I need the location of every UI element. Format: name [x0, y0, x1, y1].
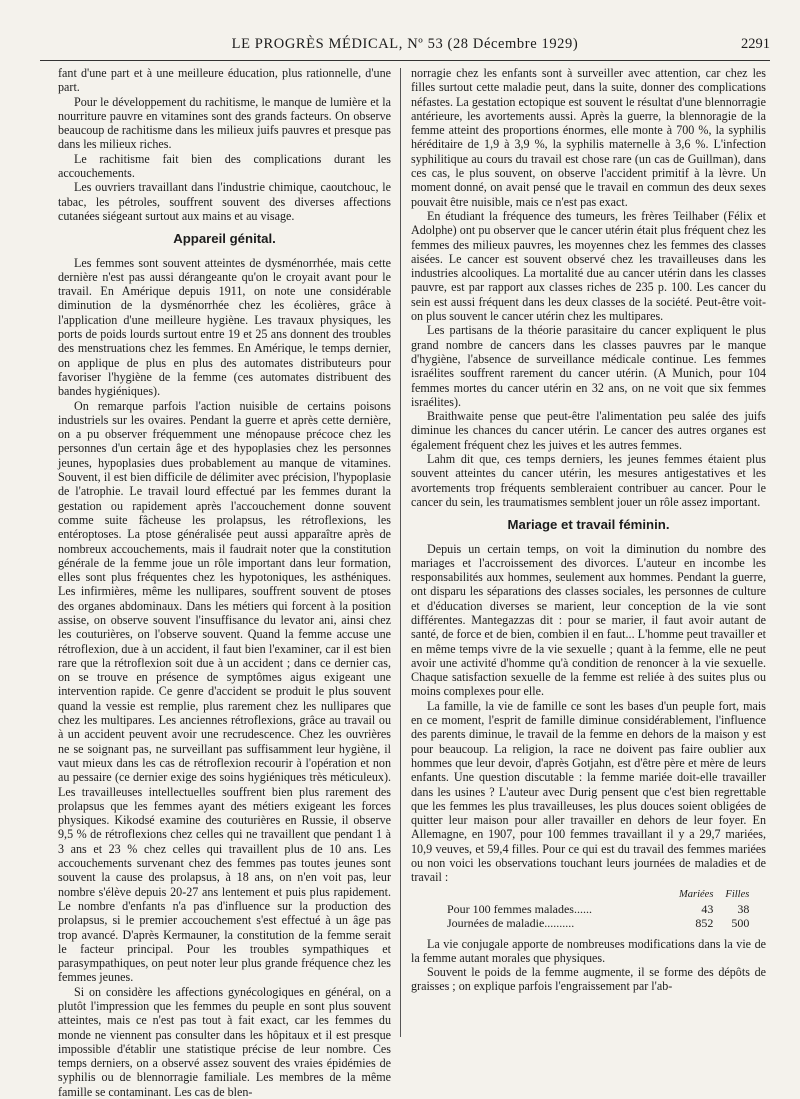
- table-header-filles: Filles: [725, 888, 750, 900]
- paragraph: En étudiant la fréquence des tumeurs, les frères Teilhaber (Félix et Adolphe) ont pu observer que le cancer utérin était plus fréquent chez les femmes des milieux pauvres, les moyennes chez les femmes des classes aisées. Le cancer est souvent observé chez les travailleuses dans les industries alcooliques. La mortalité due au cancer utérin dans les classes pauvre, est par rapport aux classes riches de 235 p. 100. Les cancer du sein est aussi fréquent dans les deux classes de la société. Peut-être voit-on plus souvent le cancer utérin chez les multipares.: [411, 208, 766, 324]
- paragraph: Le rachitisme fait bien des complications durant les accouchements.: [58, 151, 391, 181]
- paragraph: Lahm dit que, ces temps derniers, les jeunes femmes étaient plus souvent atteintes du cancer utérin, les mesures antigestatives et les avortements trop fréquents sembleraient contribuer au cancer. Pour le cancer du sein, les traumatismes semblent jouer un rôle assez important.: [411, 452, 766, 509]
- paragraph: On remarque parfois l'action nuisible de certains poisons industriels sur les ovaires. Pendant la guerre et après cette dernière, on a pu observer fréquemment une ménopause précoce chez les personnes d'un certain âge et des hypoplasies chez les personnes jeunes, hypoplasies dues probablement au manque de vitamines. Souvent, il est bien difficile de délimiter avec précision, l'hypoplasie de l'atrophie. Le travail lourd effectué par les femmes durant la gestation ou rapidement après l'accouchement donne souvent comme suite fâcheuse les prolapsus, les rétroflexions, les entéroptoses. La ptose généralisée peut aussi apparaître après de nombreux accouchements, mais il faudrait noter que la constitution générale de la femme joue un rôle important dans leur formation, elles sont plus fréquentes chez les hypotoniques, les asthéniques. Les infirmières, même les nullipares, souffrent souvent de ptoses des organes abdominaux. Dans les métiers qui forcent à la position assise, on observe souvent l'insuffisance du levator ani, ainsi chez les couturières, on l'observe souvent. Quand la femme accuse une rétroflexion, due à un accident, il faut bien l'examiner, car il est bien rare que la rétroflexion soit due à un accident ; dans ce dernier cas, on se trouve en présence de symptômes aigus exigeant une intervention rapide. Ce genre d'accident se produit le plus souvent quand la vessie est remplie, plus rarement chez les nullipares que chez les multipares. Les anciennes rétroflexions, grâce au travail ou à un accident peuvent avoir une recrudescence. Chez les ouvrières ne se soignant pas, ne surveillant pas suffisamment leur hygiène, il vaut mieux dans les cas de rétroflexion recourir à l'opération et non au pessaire (ce dernier exige des soins hygiéniques très méticuleux). Les travailleuses intellectuelles souffrent bien plus rarement des prolapsus que les femmes ayant des métiers exigeant les forces physiques. Kikodsé examine des couturières en Russie, il observe 9,5 % de rétroflexions chez celles qui ne travaillent que pendant 1 à 3 ans et 23 % chez celles qui travaillent plus de 10 ans. Les accouchements survenant chez des femmes pas toutes jeunes sont souvent la cause des prolapsus, à 18 ans, on n'en voit pas, leur nombre s'élève depuis 20-27 ans lentement et puis plus rapidement. Le nombre d'enfants n'a pas d'influence sur la production des prolapsus, si le premier accouchement s'est effectué à un âge pas trop avancé. D'après Kermauner, la constitution de la femme serait le facteur principal. Pour les troubles sympathiques et parasympathiques, on peut noter leur plus grande fréquence chez les femmes jeunes.: [58, 398, 391, 985]
- table-cell: 38: [737, 901, 750, 916]
- table-cell: 852: [695, 916, 714, 931]
- paragraph: Depuis un certain temps, on voit la diminution du nombre des mariages et l'accroissement des divorces. L'auteur en incombe les responsabilités aux hommes, seulement aux hommes. Pendant la guerre, ont disparu les séparations des classes sociales, les personnes de culture et d'éducation diverses se marient, leur conception de la vie sont différentes. Mantegazzas dit : pour se marier, il faut avoir autant de santé, de force et de bien, combien il en faut... L'homme peut travailler et en même temps vivre de la vie sexuelle ; quant à la femme, elle ne peut avoir une activité d'homme qu'à condition de renoncer à la vie sexuelle. Chaque satisfaction sexuelle de la femme est reliée à des suites plus ou moins complexes pour elle.: [411, 541, 766, 699]
- section-heading-mariage: Mariage et travail féminin.: [507, 517, 670, 533]
- table-cell: 500: [731, 916, 750, 931]
- column-divider: [400, 68, 401, 1037]
- table-row: [447, 916, 755, 930]
- left-column: [58, 66, 391, 1099]
- page-number: 2291: [741, 36, 770, 52]
- table-header-mariees: Mariées: [679, 888, 714, 900]
- paragraph: La famille, la vie de famille ce sont les bases d'un peuple fort, mais en ce moment, l'esprit de famille diminue considérablement, l'influence des parents diminue, le travail de la femme en dehors de la maison y est pour beaucoup. La religion, la race ne doivent pas faire oublier aux hommes que leur devoir, d'après Gotjahn, est d'être père et mère de leurs enfants. Une question discutable : la femme mariée doit-elle travailler dans les usines ? L'auteur avec Durig pensent que c'est bien regrettable que les femmes les plus travailleuses, les plus douces soient obligées de quitter leur maison pour aller travailler en dehors de leur foyer. En Allemagne, en 1907, pour 100 femmes travaillant il y a 29,7 mariées, 10,9 veuves, et 59,4 filles. Pour ce qui est du travail des femmes mariées ou non voici les observations touchant leurs journées de maladies et de travail :: [411, 698, 766, 885]
- paragraph: fant d'une part et à une meilleure éducation, plus rationnelle, d'une part.: [58, 66, 391, 95]
- paragraph: La vie conjugale apporte de nombreuses modifications dans la vie de la femme autant morales que physiques.: [411, 936, 766, 965]
- table-header-label: [447, 888, 673, 902]
- paragraph: Souvent le poids de la femme augmente, il se forme des dépôts de graisses ; on explique parfois l'engraissement par l'ab-: [411, 965, 766, 994]
- table-header-row: [447, 888, 755, 902]
- paragraph: Braithwaite pense que peut-être l'alimentation peu salée des juifs diminue les chances du cancer utérin. Le cancer des autres organes est également fréquent chez les juives et les autres femmes.: [411, 409, 766, 452]
- table-cell: 43: [701, 901, 714, 916]
- paragraph: Si on considère les affections gynécologiques en général, on a plutôt l'impression que les femmes du peuple en sont plus souvent atteintes, mais ce n'est pas tout à fait exact, car les femmes du monde ne viennent pas consulter dans les hôpitaux et il est presque impossible d'établir une statistique précise de leur nombre. Ces temps derniers, on a observé assez souvent des vraies épidémies de syphilis ou de blennorragie familiale. Les membres de la même famille se contaminant. Les cas de blen-: [58, 984, 391, 1099]
- paragraph: Les femmes sont souvent atteintes de dysménorrhée, mais cette dernière n'est pas aussi dérangeante qu'on le croyait avant pour le travail. En Amérique depuis 1911, on note une considérable diminution de la dysménorrhée chez les écolières, grâce à l'application d'une meilleure hygiène. Les travaux physiques, les ports de poids lourds surtout entre 19 et 25 ans donnent des troubles des menstruations chez les femmes. En Amérique, le temps dernier, on applique de plus en plus des automates distributeurs pour favoriser l'hygiène de la femme (ces automates distribuent des bandes hygiéniques).: [58, 255, 391, 399]
- paragraph: Pour le développement du rachitisme, le manque de lumière et la nourriture pauvre en vitamines sont des grands facteurs. On observe beaucoup de rachitisme dans les milieux juifs pauvres et presque pas dans les milieux riches.: [58, 94, 391, 152]
- page-header: [40, 30, 770, 61]
- table-cell: Journées de maladie..........: [447, 916, 575, 931]
- paragraph: Les ouvriers travaillant dans l'industrie chimique, caoutchouc, le tabac, les pétroles, souffrent souvent des diverses affections cutanées siégeant surtout aux mains et au visage.: [58, 180, 391, 223]
- table-row: [447, 902, 755, 916]
- section-heading-appareil-genital: Appareil génital.: [173, 231, 276, 247]
- paragraph: norragie chez les enfants sont à surveiller avec attention, car chez les filles surtout cette maladie peut, dans la suite, donner des complications néfastes. La gestation ectopique est souvent le résultat d'une blennorragie antérieure, les avortements aussi. Après la guerre, la blennoragie de la femme atteint des proportions énormes, elle monte à 700 %, la syphilis héréditaire de 1,9 à 3,9 %, la syphilis maternelle à 3,6 %. L'infection syphilitique au cours du travail est chose rare (un cas de Guillman), dans ces cas, le plus souvent, on observe l'accident primitif à la lèvre. Un moment donné, on avait pensé que le travail en commun des deux sexes pouvait être nuisible, mais ce n'est pas exact.: [411, 66, 766, 209]
- journal-title: LE PROGRÈS MÉDICAL, Nº 53 (28 Décembre 1929): [231, 36, 579, 52]
- table-cell: Pour 100 femmes malades......: [447, 901, 592, 916]
- paragraph: Les partisans de la théorie parasitaire du cancer expliquent le plus grand nombre de cancers dans les classes pauvres par le manque d'hygiène, l'absence de surveillance médicale continue. Les femmes israélites souffrent rarement du cancer utérin. (A Munich, pour 104 femmes mortes du cancer utérin en 32 ans, on ne voit que six femmes israélites).: [411, 323, 766, 409]
- stats-table: [447, 888, 755, 931]
- right-column: [411, 66, 766, 1043]
